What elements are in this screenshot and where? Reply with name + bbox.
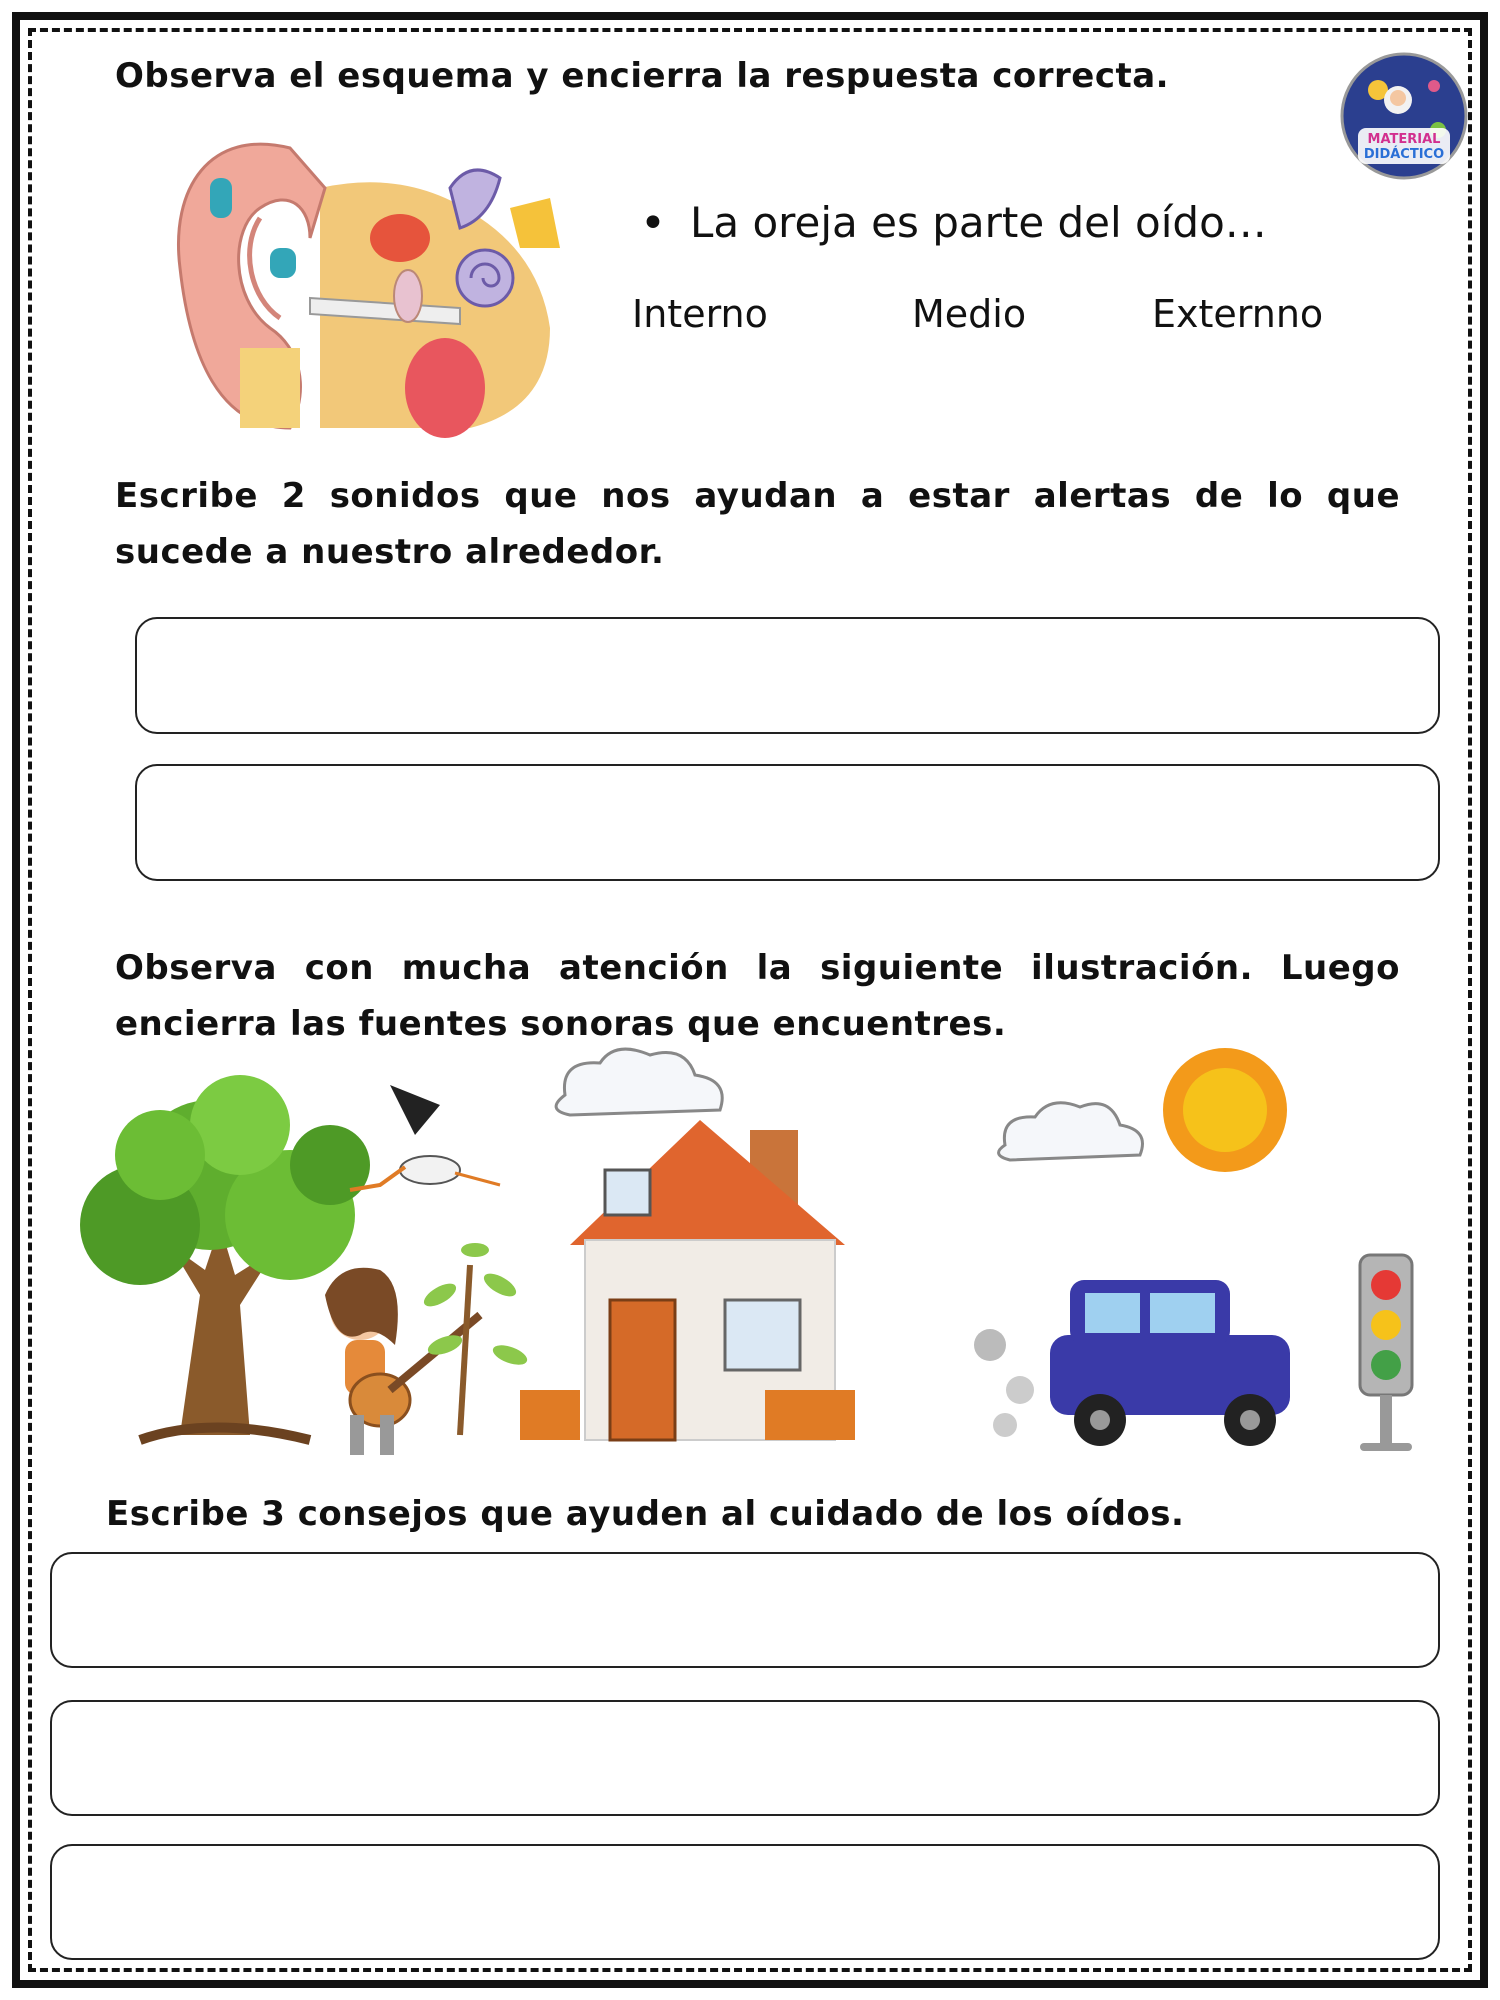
logo-line2: DIDÁCTICO xyxy=(1363,147,1445,162)
ear-diagram-image xyxy=(150,128,570,438)
stork-bird-image xyxy=(350,1085,500,1190)
car-image xyxy=(974,1280,1290,1446)
q4-answer-box-3[interactable] xyxy=(50,1844,1440,1960)
q1-statement: La oreja es parte del oído… xyxy=(690,198,1267,247)
q4-answer-box-2[interactable] xyxy=(50,1700,1440,1816)
logo-line1: MATERIAL xyxy=(1367,132,1441,147)
q1-instruction: Observa el esquema y encierra la respuesta correcta. xyxy=(115,56,1170,96)
q3-instruction: Observa con mucha atención la siguiente ilustración. Luego encierra las fuentes sonoras que encuentres. xyxy=(115,948,1400,1044)
tree-image xyxy=(80,1075,370,1440)
cloud-image-1 xyxy=(556,1049,722,1115)
q1-bullet: • xyxy=(640,198,666,249)
q4-answer-box-1[interactable] xyxy=(50,1552,1440,1668)
sun-image xyxy=(1163,1048,1287,1172)
q1-option-interno[interactable]: Interno xyxy=(632,292,768,336)
q2-answer-box-2[interactable] xyxy=(135,764,1440,881)
young-plant-image xyxy=(420,1243,529,1435)
q1-option-externo[interactable]: Externno xyxy=(1152,292,1324,336)
cloud-image-2 xyxy=(999,1103,1143,1160)
sound-sources-illustration xyxy=(60,1045,1420,1470)
q2-answer-box-1[interactable] xyxy=(135,617,1440,734)
house-image xyxy=(520,1120,855,1440)
traffic-light-image xyxy=(1360,1255,1412,1451)
material-didactico-logo xyxy=(1338,50,1470,182)
q1-option-medio[interactable]: Medio xyxy=(912,292,1027,336)
girl-playing-guitar-image xyxy=(325,1268,480,1455)
q2-instruction: Escribe 2 sonidos que nos ayudan a estar alertas de lo que sucede a nuestro alrededor. xyxy=(115,476,1400,572)
q4-instruction: Escribe 3 consejos que ayuden al cuidado de los oídos. xyxy=(106,1494,1185,1534)
